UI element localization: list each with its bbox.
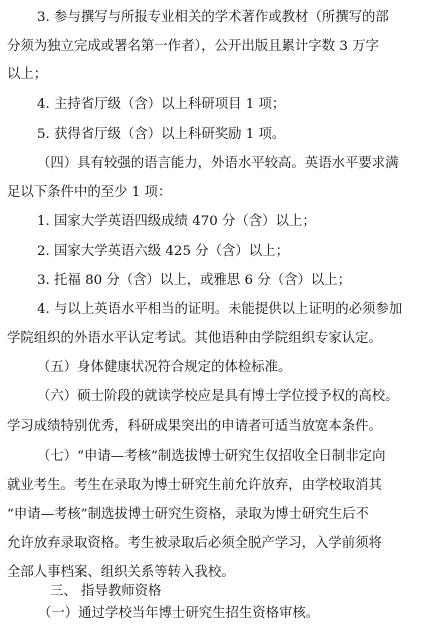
text-line: 4. 主持省厅级（含）以上科研项目 1 项； (37, 97, 286, 112)
text-line: 允许放弃录取资格。考生被录取后必须全脱产学习，入学前须将 (7, 536, 382, 551)
text-line: 就业考生。考生在录取为博士研究生前允许放弃，由学校取消其 (7, 478, 382, 493)
text-line: 3. 托福 80 分（含）以上，或雅思 6 分（含）以上； (37, 273, 352, 288)
text-line: “申请—考核”制选拔博士研究生资格，录取为博士研究生后不 (7, 507, 369, 522)
text-line: 3. 参与撰写与所报专业相关的学术著作或教材（所撰写的部 (37, 10, 389, 25)
text-line: 全部人事档案、组织关系等转入我校。 (7, 565, 235, 580)
text-line: （四）具有较强的语言能力，外语水平较高。英语水平要求满 (37, 156, 399, 171)
text-line: （一）通过学校当年博士研究生招生资格审核。 (38, 606, 320, 621)
text-line: 学院组织的外语水平认定考试。其他语种由学院组织专家认定。 (7, 331, 382, 346)
text-line: （五）身体健康状况符合规定的体检标准。 (37, 360, 292, 375)
text-line: 足以下条件中的至少 1 项： (7, 185, 172, 200)
text-line: （六）硕士阶段的就读学校应是具有博士学位授予权的高校。 (37, 389, 399, 404)
text-line: （七）“申请—考核”制选拔博士研究生仅招收全日制非定向 (37, 449, 386, 464)
text-line: 学习成绩特别优秀，科研成果突出的申请者可适当放宽本条件。 (7, 419, 382, 434)
text-line: 以上； (7, 67, 48, 82)
text-line: 2. 国家大学英语六级 425 分（含）以上； (37, 244, 289, 259)
text-line: 分须为独立完成或署名第一作者），公开出版且累计字数 3 万字 (7, 39, 379, 54)
text-line: 1. 国家大学英语四级成绩 470 分（含）以上； (37, 214, 316, 229)
section-heading: 三、 指导教师资格 (50, 584, 162, 599)
text-line: 5. 获得省厅级（含）以上科研奖励 1 项。 (37, 127, 286, 142)
text-line: 4. 与以上英语水平相当的证明。未能提供以上证明的必须参加 (37, 302, 403, 317)
